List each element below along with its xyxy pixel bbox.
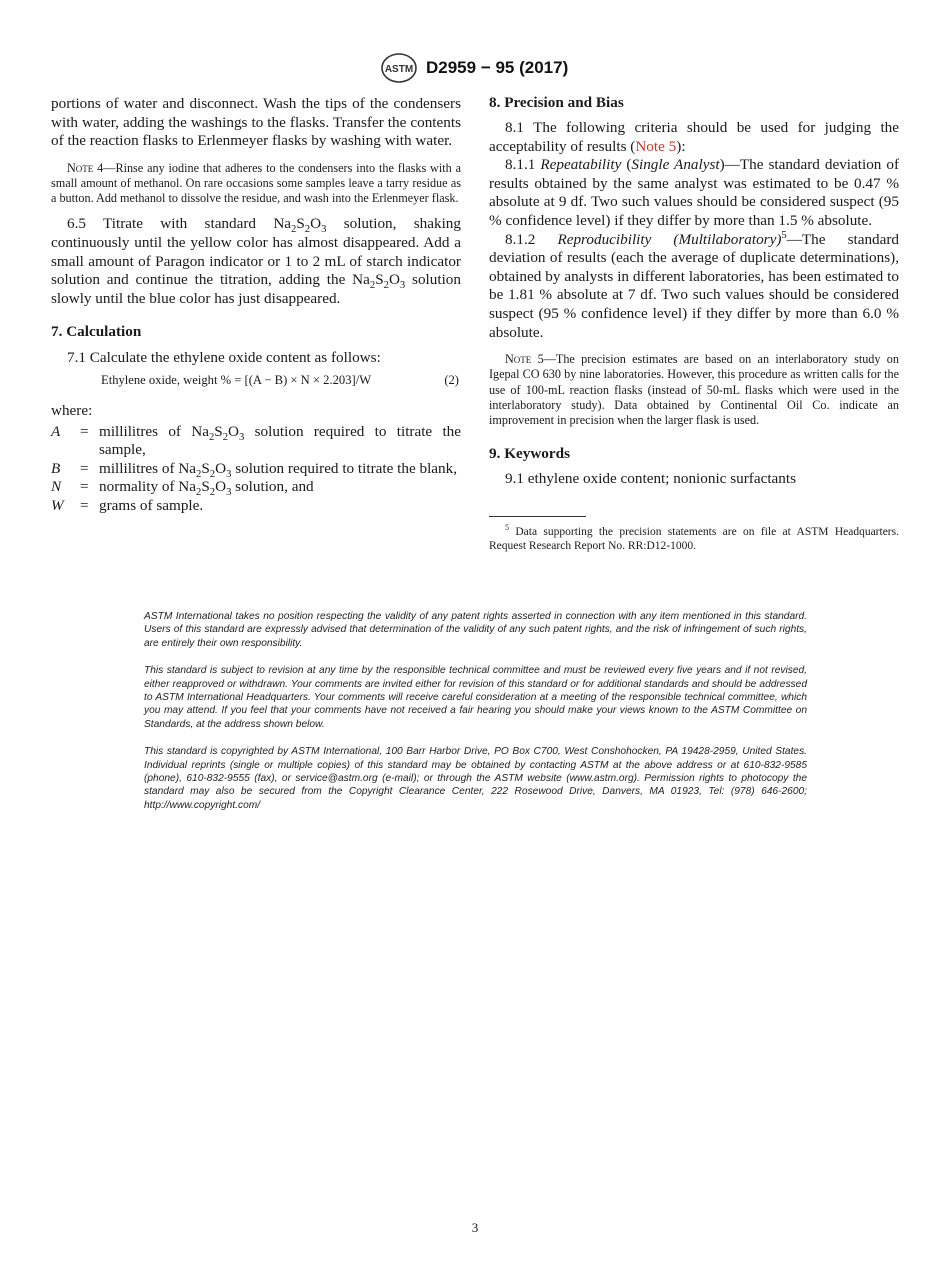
paragraph-8-1: 8.1 The following criteria should be used for judging the acceptability of results (Note 5): xyxy=(489,119,899,155)
right-column xyxy=(489,92,899,554)
svg-text:ASTM: ASTM xyxy=(384,64,414,75)
copyright-footer xyxy=(144,610,807,826)
section-7-heading: 7. Calculation xyxy=(51,323,142,341)
paragraph-8-1-2: 8.1.2 Reproducibility (Multilaboratory)$^5$—The standard deviation of results (each the average of duplicate determinations), obtained by analysts in different laboratories, has been estimated to be 1.81 % absolute at 7 df. Two such values should be considered suspect (95 % confidence level) if they differ by more than 6.0 % absolute. xyxy=(489,229,900,341)
footer-copyright-notice: This standard is copyrighted by ASTM International, 100 Barr Harbor Drive, PO Box C700, West Conshohocken, PA 19428-2959, United States. Individual reprints (single or multiple copies) of this standard may be obtained by contacting ASTM at the above address or at 610-832-9585 (phone), 610-832-9555 (fax), or service@astm.org (e-mail); or through the ASTM website (www.astm.org). Permission rights to photocopy the standard may also be secured from the Copyright Clearance Center, 222 Rosewood Drive, Danvers, MA 01923, Tel: (978) 646-2600; http://www.copyright.com/ xyxy=(144,746,807,811)
note-5-link[interactable]: Note 5 xyxy=(635,137,677,155)
paragraph-9-1: 9.1 ethylene oxide content; nonionic surfactants xyxy=(505,470,797,488)
page-header xyxy=(0,52,950,86)
standard-designation: D2959 − 95 (2017) xyxy=(426,58,569,77)
definition-w: W = grams of sample. xyxy=(51,496,204,514)
footnote-5: $^5$ Data supporting the precision statements are on file at ASTM Headquarters. Request Research Report No. RR:D12-1000. xyxy=(489,522,899,553)
footer-patent-notice: ASTM International takes no position respecting the validity of any patent rights asserted in connection with any item mentioned in this standard. Users of this standard are expressly advised that determination of the validity of any such patent rights, and the risk of infringement of such rights, are entirely their own responsibility. xyxy=(144,611,807,649)
definition-symbol: B xyxy=(51,459,61,477)
footnote-rule xyxy=(489,516,586,517)
footnote-ref: 5 xyxy=(781,229,787,241)
section-8-heading: 8. Precision and Bias xyxy=(489,94,624,111)
note-4 xyxy=(51,161,461,207)
note-5-text: —The precision estimates are based on an interlaboratory study on Igepal CO 630 by nine laboratories. However, this procedure as written calls for the use of 100-mL reaction flasks (instead of 50-mL flasks which were used in the interlaboratory study). Data obtained by Continental Oil Co. indicate an improvement in precision when the larger flask is used. xyxy=(489,352,899,427)
paragraph-8-1-1: 8.1.1 Repeatability (Single Analyst)—The standard deviation of results obtained by the same analyst was estimated to be 0.47 % absolute at 9 df. Two such values should be considered suspect (95 % confidence level) if they differ by more than 1.5 % absolute. xyxy=(489,156,900,229)
note-5 xyxy=(489,352,899,428)
definition-symbol: A xyxy=(51,422,61,440)
section-9-heading: 9. Keywords xyxy=(489,445,570,463)
equation-text: Ethylene oxide, weight % = [(A − B) × N × 2.203]/W xyxy=(101,372,372,387)
astm-logo xyxy=(379,52,419,84)
definition-symbol: W xyxy=(51,496,64,514)
definition-n: N = normality of $Na_2S_2O_3$ solution, and xyxy=(51,478,314,499)
footnotes xyxy=(489,516,899,554)
paragraph-7-1: 7.1 Calculate the ethylene oxide content as follows: xyxy=(67,349,381,367)
note-5-label: Note 5 xyxy=(505,352,544,367)
definition-b: B = millilitres of $Na_2S_2O_3$ solution required to titrate the blank, xyxy=(51,459,458,480)
footer-revision-notice: This standard is subject to revision at any time by the responsible technical committee and must be reviewed every five years and if not revised, either reapproved or withdrawn. Your comments are invited either for revision of this standard or for additional standards and should be addressed to ASTM International Headquarters. Your comments will receive careful consideration at a meeting of the responsible technical committee, which you may attend. If you feel that your comments have not received a fair hearing you should make your views known to the ASTM Committee on Standards, at the address shown below. xyxy=(144,665,807,730)
equation-2 xyxy=(51,370,461,392)
paragraph-6-5: 6.5 Titrate with standard $Na_2S_2O_3$ solution, shaking continuously until the yellow color has almost disappeared. Add a small amount of Paragon indicator or 1 to 2 mL of starch indicator solution and continue the titration, adding the $Na_2S_2O_3$ solution slowly until the blue color has just disappeared. xyxy=(51,215,461,307)
definition-a: A = millilitres of $Na_2S_2O_3$ solution required to titrate the sample, xyxy=(51,422,461,459)
definition-symbol: N xyxy=(51,478,62,496)
paragraph-continued: portions of water and disconnect. Wash the tips of the condensers with water, adding the washings to the flasks. Transfer the contents of the reaction flasks to Erlenmeyer flasks by washing with water. xyxy=(51,95,461,150)
left-column xyxy=(51,92,461,516)
page-number: 3 xyxy=(471,1220,479,1235)
where-label: where: xyxy=(51,401,93,419)
note-4-label: Note 4 xyxy=(67,160,104,175)
note-4-text: —Rinse any iodine that adheres to the condensers into the flasks with a small amount of methanol. On rare occasions some samples leave a tarry residue as a button. Add methanol to dissolve the residue, and wash into the Erlenmeyer flask. xyxy=(51,160,461,206)
equation-number: (2) xyxy=(444,372,459,387)
